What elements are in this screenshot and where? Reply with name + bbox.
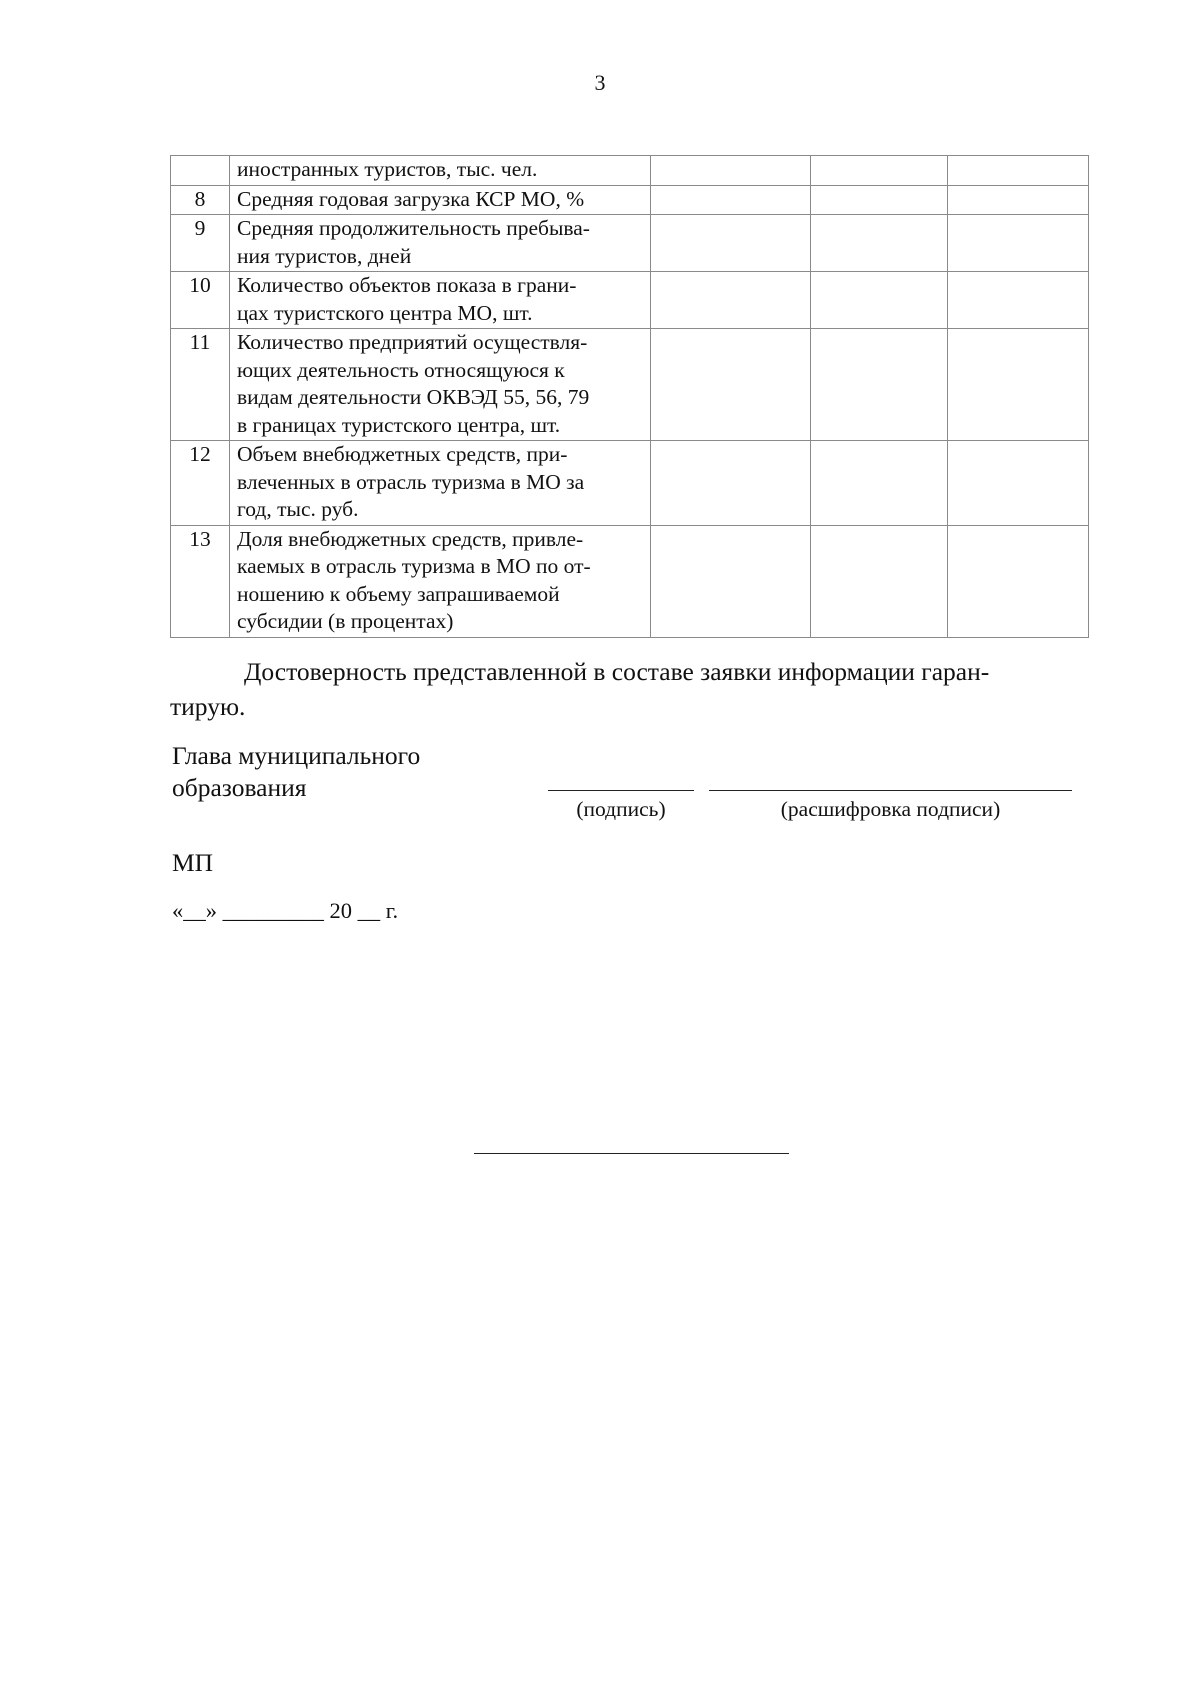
row-number: 12 [171,441,230,526]
indicators-table-body [171,156,1089,638]
row-number [171,156,230,186]
row-number: 11 [171,329,230,441]
signature-caption: (подпись) [576,797,666,821]
data-accuracy-statement [170,654,1088,724]
value-cell-1 [651,441,811,526]
value-cell-3 [948,441,1089,526]
value-cell-3 [948,272,1089,329]
row-number: 13 [171,525,230,637]
indicator-name: Доля внебюджетных средств, привле- каемых в отрасль туризма в МО по от- ношению к объему запрашиваемой субсидии (в процентах) [230,525,651,637]
value-cell-2 [811,215,948,272]
row-number: 8 [171,185,230,215]
value-cell-3 [948,525,1089,637]
value-cell-1 [651,156,811,186]
date-field: «__» _________ 20 __ г. [172,898,399,923]
value-cell-2 [811,441,948,526]
stamp-placeholder: МП [172,848,214,877]
value-cell-2 [811,156,948,186]
indicator-name: иностранных туристов, тыс. чел. [230,156,651,186]
indicator-name: Количество объектов показа в грани- цах туристского центра МО, шт. [230,272,651,329]
value-cell-1 [651,215,811,272]
table-row [171,156,1089,186]
statement-line-2: тирую. [170,692,246,721]
value-cell-1 [651,185,811,215]
table-row [171,185,1089,215]
table-row [171,272,1089,329]
value-cell-2 [811,525,948,637]
indicator-name: Количество предприятий осуществля- ющих деятельность относящуюся к видам деятельности ОКВЭД 55, 56, 79 в границах туристского центра, шт. [230,329,651,441]
document-end-line [474,1153,789,1154]
page-number: 3 [594,70,606,95]
indicator-name: Средняя продолжительность пребыва- ния туристов, дней [230,215,651,272]
row-number: 10 [171,272,230,329]
signature-line [548,790,694,791]
value-cell-3 [948,156,1089,186]
value-cell-3 [948,215,1089,272]
value-cell-2 [811,185,948,215]
table-row [171,525,1089,637]
head-of-municipality-title: Глава муниципального образования [172,741,421,802]
indicator-name: Средняя годовая загрузка КСР МО, % [230,185,651,215]
table-row [171,215,1089,272]
value-cell-1 [651,329,811,441]
indicator-name: Объем внебюджетных средств, при- влеченных в отрасль туризма в МО за год, тыс. руб. [230,441,651,526]
value-cell-1 [651,525,811,637]
signature-decoding-line [709,790,1072,791]
value-cell-1 [651,272,811,329]
table-row [171,441,1089,526]
value-cell-2 [811,329,948,441]
signature-decoding-caption: (расшифровка подписи) [780,797,1001,821]
value-cell-3 [948,329,1089,441]
value-cell-3 [948,185,1089,215]
statement-line-1: Достоверность представленной в составе заявки информации гаран- [244,657,990,686]
indicators-table [170,155,1089,638]
table-row [171,329,1089,441]
row-number: 9 [171,215,230,272]
value-cell-2 [811,272,948,329]
